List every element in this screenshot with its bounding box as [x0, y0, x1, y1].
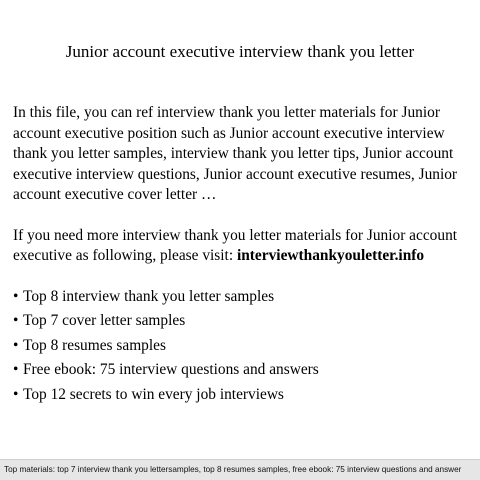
bullet-icon: •: [13, 361, 19, 378]
list-item: [13, 287, 473, 308]
bullet-icon: •: [13, 287, 19, 305]
document-body: [13, 103, 473, 409]
list-item: [13, 360, 473, 381]
list-item-text: Top 8 resumes samples: [23, 336, 166, 354]
bullet-icon: •: [13, 385, 19, 403]
list-item-text: Top 8 interview thank you letter samples: [23, 287, 275, 305]
bullet-icon: •: [13, 312, 19, 329]
website-link[interactable]: interviewthankyouletter.info: [236, 247, 425, 264]
footer-text: Top materials: top 7 interview thank you lettersamples, top 8 resumes samples, free ebook: 75 interview questions and answer: [4, 465, 462, 474]
intro-paragraph: In this file, you can ref interview thank you letter materials for Junior account executive position such as Junior account executive interview thank you letter samples, interview thank you letter tips, Junior account executive interview questions, Junior account executive resumes, Junior account executive cover letter …: [13, 104, 458, 203]
list-item: [13, 385, 473, 406]
document-title: Junior account executive interview thank you letter: [65, 42, 415, 61]
footer-bar: [0, 459, 480, 480]
list-item: [13, 336, 473, 357]
materials-list: [13, 287, 473, 406]
more-info-paragraph: [13, 226, 473, 267]
list-item: [13, 311, 473, 332]
more-info-text: If you need more interview thank you letter materials for Junior account executive as following, please visit:: [13, 226, 458, 264]
bullet-icon: •: [13, 336, 19, 354]
list-item-text: Free ebook: 75 interview questions and answers: [23, 361, 319, 378]
list-item-text: Top 12 secrets to win every job interviews: [23, 385, 284, 403]
list-item-text: Top 7 cover letter samples: [23, 312, 186, 329]
